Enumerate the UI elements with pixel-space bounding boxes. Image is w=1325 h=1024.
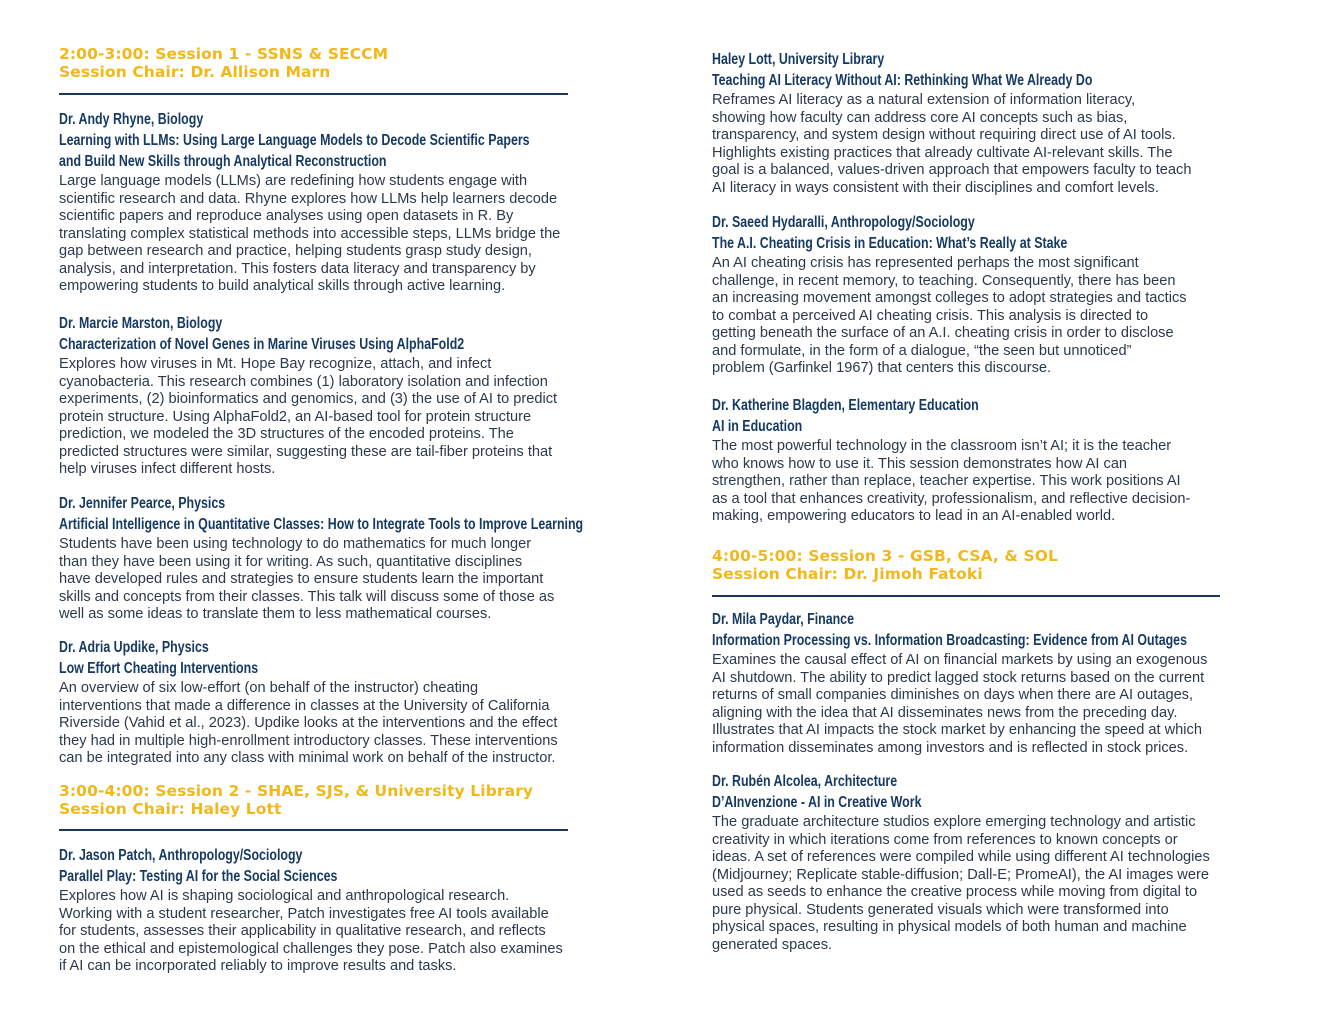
talk-description [59,888,563,976]
description-line: getting beneath the surface of an A.I. cheating crisis in order to disclose [712,325,1174,341]
description-line: Working with a student researcher, Patch investigates free AI tools available [59,905,549,922]
description-line: can be integrated into any class with minimal work on behalf of the instructor. [59,750,556,766]
talk-title: Parallel Play: Testing AI for the Social Sciences [59,868,338,885]
talk-speaker: Dr. Mila Paydar, Finance [712,611,854,628]
description-line: skills and concepts from their classes. This talk will discuss some of those as [59,588,555,605]
description-line: AI shutdown. The ability to predict lagged stock returns based on the current [712,669,1205,686]
description-line: to combat a perceived AI cheating crisis. This analysis is directed to [712,307,1149,324]
talk-title: Teaching AI Literacy Without AI: Rethinking What We Already Do [712,72,1093,89]
description-line: physical spaces, resulting in physical models of both human and machine [712,919,1187,935]
description-line: interventions that made a difference in classes at the University of California [59,697,550,714]
description-line: for students, assesses their applicability in qualitative research, and reflects [59,923,546,939]
talk-item [59,109,647,296]
description-line: Examines the causal effect of AI on financial markets by using an exogenous [712,652,1208,668]
talk-item [59,313,565,479]
talk-item [712,212,1187,378]
session-time-line: 3:00-4:00: Session 2 - SHAE, SJS, & University Library [59,782,534,800]
talk-item [712,771,1210,954]
description-line: aligning with the idea that AI disseminates news from the preceding day. [712,704,1178,721]
session-time-line: 4:00-5:00: Session 3 - GSB, CSA, & SOL [712,547,1058,565]
description-line: analysis, and interpretation. This fosters data literacy and transparency by [59,260,536,277]
description-line: if AI can be incorporated reliably to improve results and tasks. [59,958,457,974]
talk-speaker: Dr. Jennifer Pearce, Physics [59,495,226,512]
session-3-header [712,547,1058,583]
talk-speaker: Dr. Marcie Marston, Biology [59,315,223,332]
description-line: The graduate architecture studios explore emerging technology and artistic [712,814,1196,830]
description-line: Explores how viruses in Mt. Hope Bay recognize, attach, and infect [59,356,492,372]
description-line: experiments, (2) bioinformatics and genomics, and (3) the use of AI to predict [59,391,558,407]
description-line: pure physical. Students generated visuals which were transformed into [712,901,1169,918]
description-line: than they have been using it for writing. As such, quantitative disciplines [59,553,523,570]
talk-description [59,173,647,296]
description-line: well as some ideas to translate them to less mathematical courses. [59,606,492,622]
description-line: Riverside (Vahid et al., 2023). Updike looks at the interventions and the effect [59,715,558,731]
description-line: cyanobacteria. This research combines (1) laboratory isolation and infection [59,373,548,390]
description-line: Highlights existing practices that already cultivate AI-relevant skills. The [712,144,1173,161]
talk-description [59,356,565,479]
description-line: An AI cheating crisis has represented perhaps the most significant [712,255,1139,271]
description-line: making, empowering educators to lead in an AI-enabled world. [712,508,1116,524]
talk-speaker: Dr. Katherine Blagden, Elementary Education [712,397,979,414]
description-line: predicted structures were similar, suggesting these are tail-fiber proteins that [59,443,553,460]
description-line: have developed rules and strategies to ensure students learn the important [59,571,544,587]
session-2-header [59,782,533,818]
description-line: as a tool that enhances creativity, professionalism, and reflective decision- [712,490,1191,507]
talk-title: Learning with LLMs: Using Large Language Models to Decode Scientific Papers [59,132,530,149]
description-line: they had in multiple high-enrollment introductory classes. These interventions [59,732,558,749]
description-line: generated spaces. [712,936,833,953]
description-line: information disseminates among investors and is reflected in stock prices. [712,739,1189,756]
description-line: on the ethical and epistemological challenges they pose. Patch also examines [59,940,563,957]
description-line: strengthen, rather than replace, teacher expertise. This work positions AI [712,473,1181,489]
talk-description [712,652,1306,757]
description-line: problem (Garfinkel 1967) that centers this discourse. [712,360,1052,376]
talk-speaker: Dr. Rubén Alcolea, Architecture [712,773,898,790]
description-line: Explores how AI is shaping sociological and anthropological research. [59,888,510,904]
description-line: AI literacy in ways consistent with their disciplines and comfort levels. [712,179,1159,196]
talk-speaker: Dr. Jason Patch, Anthropology/Sociology [59,847,303,864]
description-line: goal is a balanced, values-driven approach that empowers faculty to teach [712,162,1192,178]
talk-item [712,609,1306,757]
talk-item [59,493,714,624]
description-line: translating complex statistical methods into accessible steps, LLMs bridge the [59,225,561,242]
talk-description [59,536,714,624]
talk-title: and Build New Skills through Analytical Reconstruction [59,153,387,170]
talk-speaker: Dr. Saeed Hydaralli, Anthropology/Sociology [712,214,975,231]
talk-title: Low Effort Cheating Interventions [59,660,259,677]
talk-item [59,845,563,976]
description-line: Students have been using technology to do mathematics for much longer [59,536,532,552]
description-line: used as seeds to enhance the creative process while moving from digital to [712,884,1198,900]
talk-description [712,255,1187,378]
talk-title: Artificial Intelligence in Quantitative Classes: How to Integrate Tools to Improve Learning [59,516,584,533]
description-line: prediction, we modeled the 3D structures of the encoded proteins. The [59,426,514,442]
description-line: and formulate, in the form of a dialogue, “the seen but unnoticed” [712,342,1132,359]
description-line: an increasing movement amongst colleges to adopt strategies and tactics [712,290,1187,306]
talk-description [712,814,1210,954]
session-chair-line: Session Chair: Dr. Jimoh Fatoki [712,565,983,583]
description-line: creativity in which iterations come from references to known concepts or [712,831,1178,848]
description-line: Illustrates that AI impacts the stock market by enhancing the speed at which [712,722,1202,738]
description-line: who knows how to use it. This session demonstrates how AI can [712,455,1128,472]
section-divider [712,595,1220,597]
talk-description [712,438,1190,526]
talk-speaker: Dr. Adria Updike, Physics [59,639,209,656]
description-line: Reframes AI literacy as a natural extension of information literacy, [712,92,1136,108]
description-line: scientific papers and reproduce analyses using open datasets in R. By [59,208,514,224]
talk-speaker: Dr. Andy Rhyne, Biology [59,111,204,128]
description-line: The most powerful technology in the classroom isn’t AI; it is the teacher [712,438,1172,454]
description-line: returns of small companies diminishes on days when there are AI outages, [712,687,1194,703]
talk-title: AI in Education [712,418,803,435]
talk-item [712,395,1190,526]
description-line: gap between research and practice, helping students grasp study design, [59,243,532,259]
section-divider [59,829,568,831]
session-chair-line: Session Chair: Haley Lott [59,800,282,818]
description-line: challenge, in recent memory, to teaching. Consequently, there has been [712,272,1176,289]
talk-speaker: Haley Lott, University Library [712,51,885,68]
description-line: empowering students to build analytical skills through active learning. [59,278,506,294]
description-line: (Midjourney; Replicate stable-diffusion; Dall-E; PromeAI), the AI images were [712,866,1209,883]
talk-description [59,680,558,768]
talk-title: D’AInvenzione - AI in Creative Work [712,794,922,811]
description-line: An overview of six low-effort (on behalf of the instructor) cheating [59,680,479,696]
talk-title: Characterization of Novel Genes in Marine Viruses Using AlphaFold2 [59,336,465,353]
talk-title: Information Processing vs. Information Broadcasting: Evidence from AI Outages [712,632,1187,649]
description-line: transparency, and system design without requiring direct use of AI tools. [712,127,1176,143]
session-1-header [59,45,388,81]
description-line: help viruses infect different hosts. [59,461,276,477]
section-divider [59,93,568,95]
talk-description [712,92,1191,197]
description-line: Large language models (LLMs) are redefining how students engage with [59,173,528,189]
session-chair-line: Session Chair: Dr. Allison Marn [59,63,331,81]
talk-item [712,49,1191,197]
description-line: showing how faculty can address core AI concepts such as bias, [712,109,1128,126]
description-line: scientific research and data. Rhyne explores how LLMs help learners decode [59,190,558,207]
talk-item [59,637,558,768]
session-time-line: 2:00-3:00: Session 1 - SSNS & SECCM [59,45,389,63]
talk-title: The A.I. Cheating Crisis in Education: What’s Really at Stake [712,235,1068,252]
description-line: protein structure. Using AlphaFold2, an AI-based tool for protein structure [59,408,532,425]
description-line: ideas. A set of references were compiled while using different AI technologies [712,849,1210,865]
